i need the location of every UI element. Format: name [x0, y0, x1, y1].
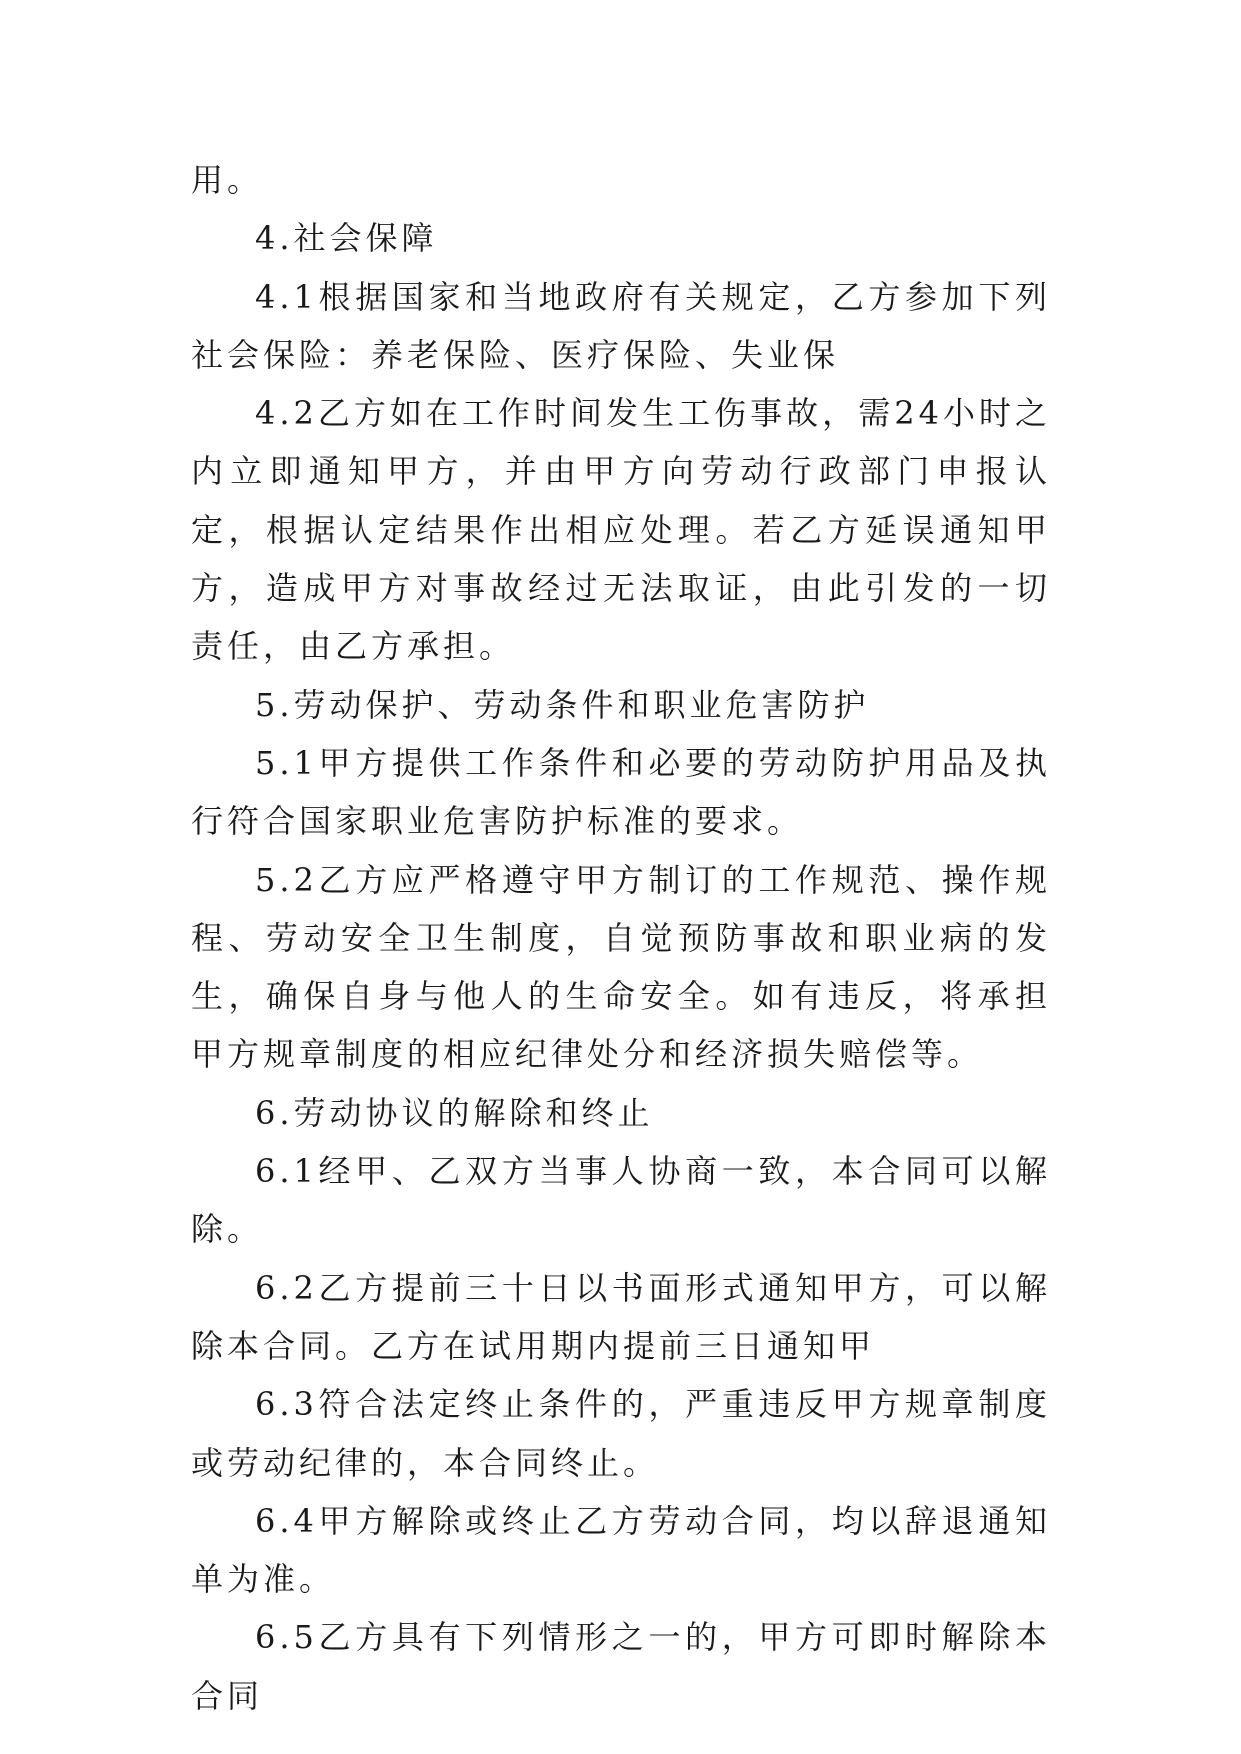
clause-6-3: 6.3符合法定终止条件的，严重违反甲方规章制度或劳动纪律的，本合同终止。 [191, 1385, 1051, 1482]
clause-6-2: 6.2乙方提前三十日以书面形式通知甲方，可以解除本合同。乙方在试用期内提前三日通知甲 [191, 1268, 1051, 1365]
clause-5-2: 5.2乙方应严格遵守甲方制订的工作规范、操作规程、劳动安全卫生制度，自觉预防事故和职业病的发生，确保自身与他人的生命安全。如有违反，将承担甲方规章制度的相应纪律处分和经济损失赔偿等。 [191, 860, 1051, 1074]
clause-6-5: 6.5乙方具有下列情形之一的，甲方可即时解除本合同 [191, 1618, 1051, 1715]
paragraph-continuation: 用。 [191, 161, 264, 199]
clause-5-1: 5.1甲方提供工作条件和必要的劳动防护用品及执行符合国家职业危害防护标准的要求。 [191, 743, 1051, 841]
section-heading-termination: 6.劳动协议的解除和终止 [255, 1093, 654, 1132]
clause-4-1: 4.1根据国家和当地政府有关规定，乙方参加下列社会保险：养老保险、医疗保险、失业保 [191, 277, 1051, 374]
document-body [191, 151, 1051, 1725]
section-heading-labor-protection: 5.劳动保护、劳动条件和职业危害防护 [255, 685, 870, 724]
clause-6-4: 6.4甲方解除或终止乙方劳动合同，均以辞退通知单为准。 [191, 1501, 1051, 1599]
section-heading-social-security: 4.社会保障 [255, 219, 438, 258]
clause-6-1: 6.1经甲、乙双方当事人协商一致，本合同可以解除。 [191, 1152, 1051, 1249]
clause-4-2: 4.2乙方如在工作时间发生工伤事故，需24小时之内立即通知甲方，并由甲方向劳动行政部门申报认定，根据认定结果作出相应处理。若乙方延误通知甲方，造成甲方对事故经过无法取证，由此引发的一切责任，由乙方承担。 [191, 394, 1051, 666]
